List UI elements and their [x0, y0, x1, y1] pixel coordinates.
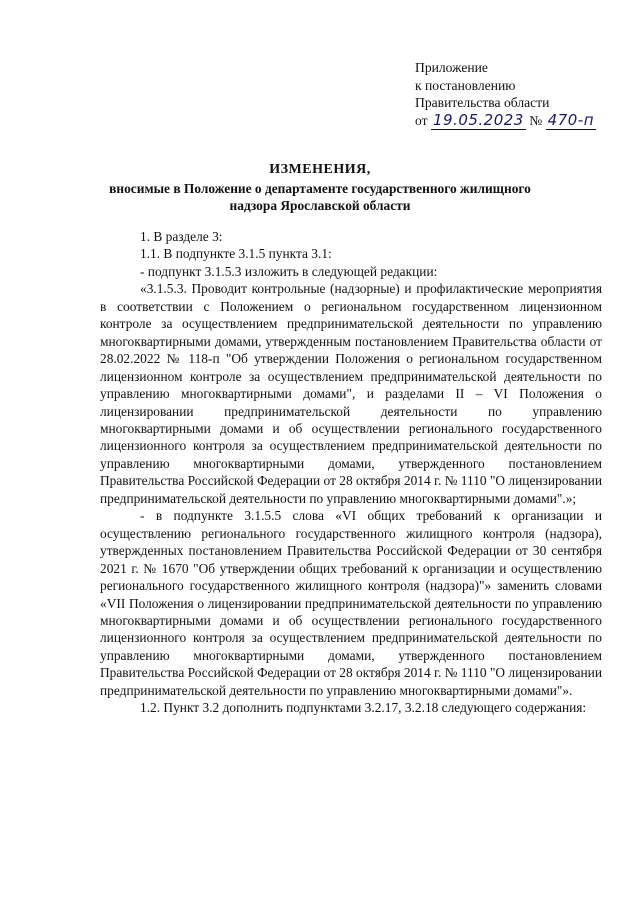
- annex-block: [415, 59, 596, 129]
- date-prefix: от: [415, 112, 428, 128]
- document-title: ИЗМЕНЕНИЯ,: [269, 162, 371, 177]
- document-subtitle-line-2: надзора Ярославской области: [229, 198, 411, 213]
- annex-date-line: [415, 112, 596, 130]
- annex-line-3: Правительства области: [415, 95, 550, 110]
- paragraph-6: 1.2. Пункт 3.2 дополнить подпунктами 3.2.17, 3.2.18 следующего содержания:: [140, 700, 587, 716]
- paragraph-1: 1. В разделе 3:: [140, 229, 223, 244]
- paragraph-2: 1.1. В подпункте 3.1.5 пункта 3.1:: [140, 246, 332, 262]
- paragraph-3: - подпункт 3.1.5.3 изложить в следующей редакции:: [140, 263, 438, 279]
- number-prefix: №: [529, 112, 543, 128]
- document-body: [100, 228, 602, 717]
- handwritten-number: 470-п: [547, 110, 595, 129]
- document-subtitle-line-1: вносимые в Положение о департаменте государственного жилищного: [109, 181, 531, 196]
- annex-line-2: к постановлению: [415, 77, 516, 93]
- paragraph-4: «3.1.5.3. Проводит контрольные (надзорные) и профилактические мероприятия в соответствии с Положением о региональном государственном лицензионном контроле за осуществлением предпринимательской деятельности по управлению многоквартирными домами, утвержденным постановлением Правительства области от 28.02.2022 № 118-п "Об утверждении Положения о региональном государственном лицензионном контроле за осуществлением предпринимательской деятельности по управлению многоквартирными домами", и разделами II – VI Положения о лицензировании предпринимательской деятельности по управлению многоквартирными домами и об осуществлении регионального государственного лицензионного контроля за осуществлением предпринимательской деятельности по управлению многоквартирными домами, утвержденного постановлением Правительства Российской Федерации от 28 октября 2014 г. № 1110 "О лицензировании предпринимательской деятельности по управлению многоквартирными домами".»;: [100, 281, 602, 506]
- paragraph-5: - в подпункте 3.1.5.5 слова «VI общих требований к организации и осуществлению регионального государственного жилищного контроля (надзора), утвержденных постановлением Правительства Российской Федерации от 30 сентября 2021 г. № 1670 "Об утверждении общих требований к организации и осуществлению регионального государственного жилищного контроля (надзора)"» заменить словами «VII Положения о лицензировании предпринимательской деятельности по управлению многоквартирными домами и об осуществлении регионального государственного лицензионного контроля за осуществлением предпринимательской деятельности по управлению многоквартирными домами, утвержденного постановлением Правительства Российской Федерации от 28 октября 2014 г. № 1110 "О лицензировании предпринимательской деятельности по управлению многоквартирными домами"».: [100, 508, 602, 698]
- annex-line-1: Приложение: [415, 60, 488, 75]
- handwritten-date: 19.05.2023: [432, 110, 524, 129]
